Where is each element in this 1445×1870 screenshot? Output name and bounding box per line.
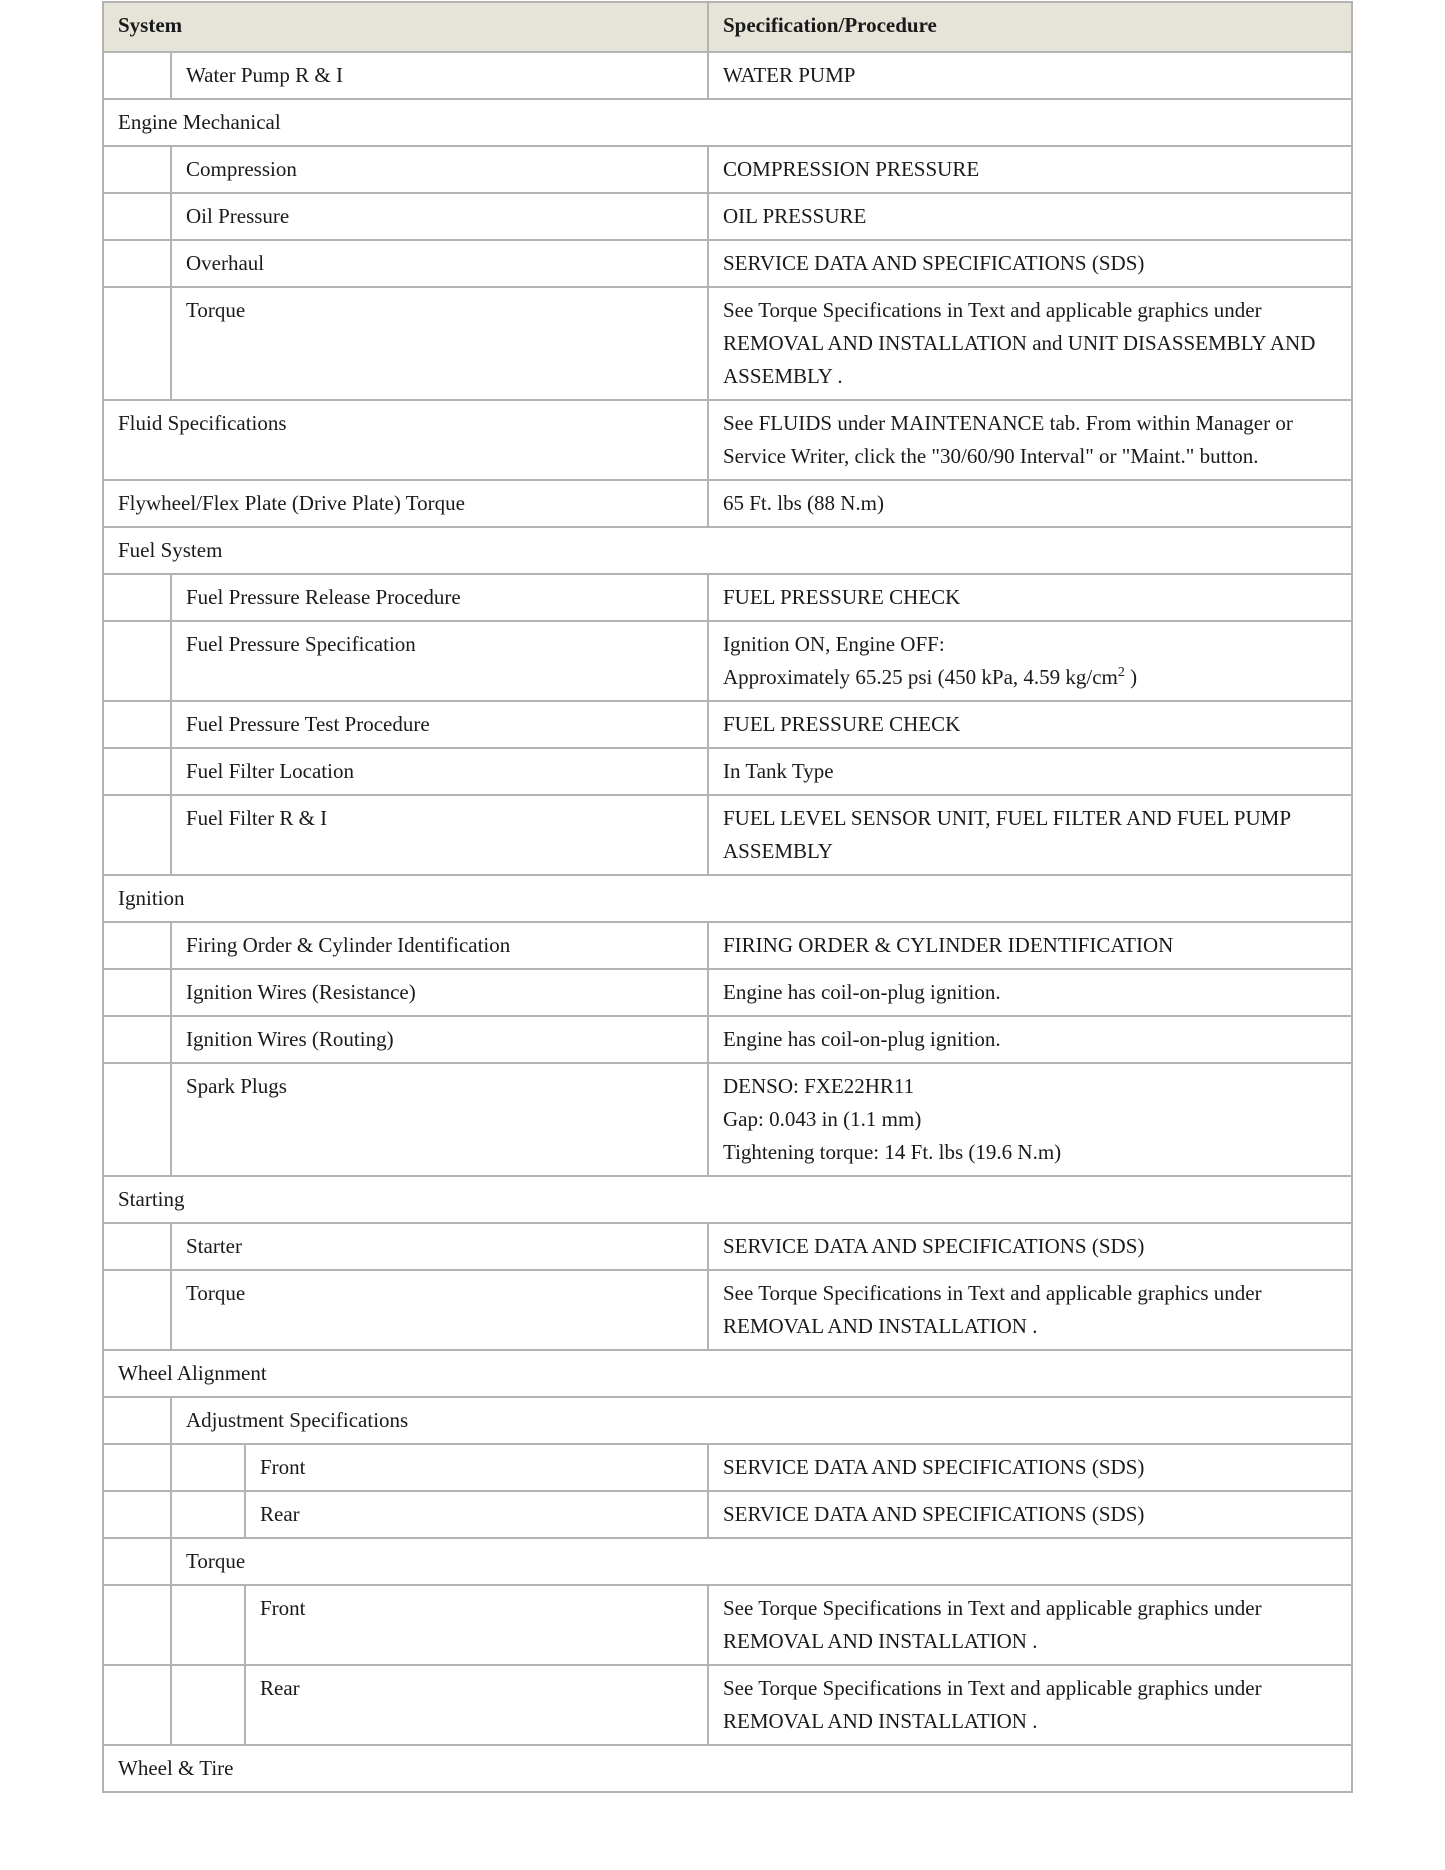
table-row: [103, 701, 1352, 748]
table-row: [103, 287, 1352, 400]
spec-line: SERVICE DATA AND SPECIFICATIONS (SDS): [723, 251, 1145, 275]
indent-cell: [103, 1063, 171, 1176]
spec-line: See Torque Specifications in Text and applicable graphics under: [723, 1281, 1262, 1305]
unit-superscript: 2: [1117, 665, 1125, 680]
section-heading-cell: Ignition: [103, 875, 1352, 922]
spec-line: SERVICE DATA AND SPECIFICATIONS (SDS): [723, 1234, 1145, 1258]
system-cell: Ignition Wires (Routing): [171, 1016, 708, 1063]
spec-cell: [708, 1223, 1352, 1270]
indent-cell: [103, 1444, 171, 1491]
spec-table: [102, 1, 1353, 1793]
section-heading-cell: Engine Mechanical: [103, 99, 1352, 146]
system-cell: Front: [245, 1585, 708, 1665]
indent-cell: [103, 795, 171, 875]
table-section-row: [103, 1176, 1352, 1223]
header-spec: Specification/Procedure: [708, 2, 1352, 52]
system-cell: Rear: [245, 1665, 708, 1745]
system-cell: Fluid Specifications: [103, 400, 708, 480]
indent-cell: [171, 1665, 245, 1745]
table-row: [103, 1444, 1352, 1491]
system-cell: Oil Pressure: [171, 193, 708, 240]
spec-text: ): [1124, 665, 1138, 689]
spec-cell: [708, 480, 1352, 527]
table-row: [103, 621, 1352, 701]
spec-line: FUEL PRESSURE CHECK: [723, 712, 961, 736]
indent-cell: [103, 193, 171, 240]
table-row: [103, 922, 1352, 969]
spec-line: REMOVAL AND INSTALLATION .: [723, 1629, 1038, 1653]
spec-cell: [708, 1016, 1352, 1063]
system-cell: Fuel Pressure Test Procedure: [171, 701, 708, 748]
section-heading-cell: Starting: [103, 1176, 1352, 1223]
spec-line: Service Writer, click the "30/60/90 Interval" or "Maint." button.: [723, 444, 1259, 468]
system-cell: Compression: [171, 146, 708, 193]
indent-cell: [103, 1397, 171, 1444]
section-heading-cell: Wheel & Tire: [103, 1745, 1352, 1792]
spec-cell: [708, 52, 1352, 99]
system-cell: Fuel Pressure Release Procedure: [171, 574, 708, 621]
spec-cell: [708, 969, 1352, 1016]
spec-line: OIL PRESSURE: [723, 204, 867, 228]
indent-cell: [103, 52, 171, 99]
table-row: [103, 52, 1352, 99]
spec-line: REMOVAL AND INSTALLATION .: [723, 1709, 1038, 1733]
indent-cell: [103, 1223, 171, 1270]
spec-line: ASSEMBLY: [723, 839, 833, 863]
table-row: [103, 1585, 1352, 1665]
indent-cell: [103, 969, 171, 1016]
table-row: [103, 969, 1352, 1016]
spec-cell: [708, 1444, 1352, 1491]
table-row: [103, 480, 1352, 527]
table-section-row: [103, 1745, 1352, 1792]
indent-cell: [171, 1491, 245, 1538]
table-section-row: [103, 527, 1352, 574]
spec-cell: [708, 922, 1352, 969]
spec-line: Tightening torque: 14 Ft. lbs (19.6 N.m): [723, 1140, 1062, 1164]
header-system: System: [103, 2, 708, 52]
spec-cell: [708, 240, 1352, 287]
spec-line: REMOVAL AND INSTALLATION and UNIT DISASSEMBLY AND: [723, 331, 1316, 355]
indent-cell: [171, 1444, 245, 1491]
indent-cell: [103, 1491, 171, 1538]
spec-cell: [708, 1491, 1352, 1538]
table-row: [103, 240, 1352, 287]
spec-line: FUEL PRESSURE CHECK: [723, 585, 961, 609]
indent-cell: [103, 701, 171, 748]
system-cell: Fuel Filter R & I: [171, 795, 708, 875]
indent-cell: [103, 1538, 171, 1585]
system-cell: Ignition Wires (Resistance): [171, 969, 708, 1016]
indent-cell: [103, 574, 171, 621]
table-row: [103, 748, 1352, 795]
table-row: [103, 574, 1352, 621]
spec-line: REMOVAL AND INSTALLATION .: [723, 1314, 1038, 1338]
table-body: [103, 52, 1352, 1792]
spec-line: FUEL LEVEL SENSOR UNIT, FUEL FILTER AND FUEL PUMP: [723, 806, 1291, 830]
indent-cell: [103, 146, 171, 193]
table-section-row: [103, 1397, 1352, 1444]
spec-line: SERVICE DATA AND SPECIFICATIONS (SDS): [723, 1455, 1145, 1479]
table-row: [103, 146, 1352, 193]
indent-cell: [103, 287, 171, 400]
spec-line: See Torque Specifications in Text and applicable graphics under: [723, 1596, 1262, 1620]
table-row: [103, 1270, 1352, 1350]
spec-text: Approximately 65.25 psi (450 kPa, 4.59 kg/cm: [723, 665, 1118, 689]
indent-cell: [103, 621, 171, 701]
spec-line: See FLUIDS under MAINTENANCE tab. From within Manager or: [723, 411, 1293, 435]
table-section-row: [103, 99, 1352, 146]
system-cell: Torque: [171, 287, 708, 400]
spec-cell: [708, 193, 1352, 240]
table-row: [103, 795, 1352, 875]
spec-line: SERVICE DATA AND SPECIFICATIONS (SDS): [723, 1502, 1145, 1526]
spec-cell: [708, 287, 1352, 400]
section-heading-cell: Fuel System: [103, 527, 1352, 574]
spec-cell: [708, 621, 1352, 701]
table-header-row: [103, 2, 1352, 52]
spec-line: COMPRESSION PRESSURE: [723, 157, 980, 181]
table-section-row: [103, 1538, 1352, 1585]
system-cell: Front: [245, 1444, 708, 1491]
spec-line: Gap: 0.043 in (1.1 mm): [723, 1107, 922, 1131]
indent-cell: [103, 1270, 171, 1350]
spec-cell: [708, 795, 1352, 875]
indent-cell: [103, 748, 171, 795]
spec-line: 65 Ft. lbs (88 N.m): [723, 491, 885, 515]
table-row: [103, 1223, 1352, 1270]
spec-cell: [708, 1063, 1352, 1176]
spec-cell: [708, 701, 1352, 748]
section-heading-cell: Torque: [171, 1538, 1352, 1585]
spec-cell: [708, 574, 1352, 621]
table-section-row: [103, 1350, 1352, 1397]
spec-cell: [708, 1585, 1352, 1665]
spec-line: See Torque Specifications in Text and applicable graphics under: [723, 1676, 1262, 1700]
table-row: [103, 193, 1352, 240]
spec-cell: [708, 146, 1352, 193]
spec-line: Ignition ON, Engine OFF:: [723, 632, 945, 656]
spec-cell: [708, 1665, 1352, 1745]
table-row: [103, 1665, 1352, 1745]
indent-cell: [103, 1016, 171, 1063]
spec-line: WATER PUMP: [723, 63, 856, 87]
spec-line: In Tank Type: [723, 759, 834, 783]
indent-cell: [103, 240, 171, 287]
system-cell: Overhaul: [171, 240, 708, 287]
spec-line: DENSO: FXE22HR11: [723, 1074, 915, 1098]
spec-line: ASSEMBLY .: [723, 364, 843, 388]
table-row: [103, 1063, 1352, 1176]
system-cell: Fuel Pressure Specification: [171, 621, 708, 701]
system-cell: Torque: [171, 1270, 708, 1350]
indent-cell: [103, 922, 171, 969]
spec-cell: [708, 748, 1352, 795]
system-cell: Water Pump R & I: [171, 52, 708, 99]
table-section-row: [103, 875, 1352, 922]
system-cell: Spark Plugs: [171, 1063, 708, 1176]
system-cell: Firing Order & Cylinder Identification: [171, 922, 708, 969]
spec-line: FIRING ORDER & CYLINDER IDENTIFICATION: [723, 933, 1174, 957]
indent-cell: [171, 1585, 245, 1665]
indent-cell: [103, 1585, 171, 1665]
table-row: [103, 1491, 1352, 1538]
table-row: [103, 400, 1352, 480]
spec-line: [723, 661, 1337, 694]
section-heading-cell: Wheel Alignment: [103, 1350, 1352, 1397]
system-cell: Rear: [245, 1491, 708, 1538]
spec-line: See Torque Specifications in Text and applicable graphics under: [723, 298, 1262, 322]
spec-cell: [708, 1270, 1352, 1350]
system-cell: Flywheel/Flex Plate (Drive Plate) Torque: [103, 480, 708, 527]
spec-line: Engine has coil-on-plug ignition.: [723, 980, 1001, 1004]
spec-line: Engine has coil-on-plug ignition.: [723, 1027, 1001, 1051]
section-heading-cell: Adjustment Specifications: [171, 1397, 1352, 1444]
table-row: [103, 1016, 1352, 1063]
spec-cell: [708, 400, 1352, 480]
system-cell: Fuel Filter Location: [171, 748, 708, 795]
indent-cell: [103, 1665, 171, 1745]
system-cell: Starter: [171, 1223, 708, 1270]
